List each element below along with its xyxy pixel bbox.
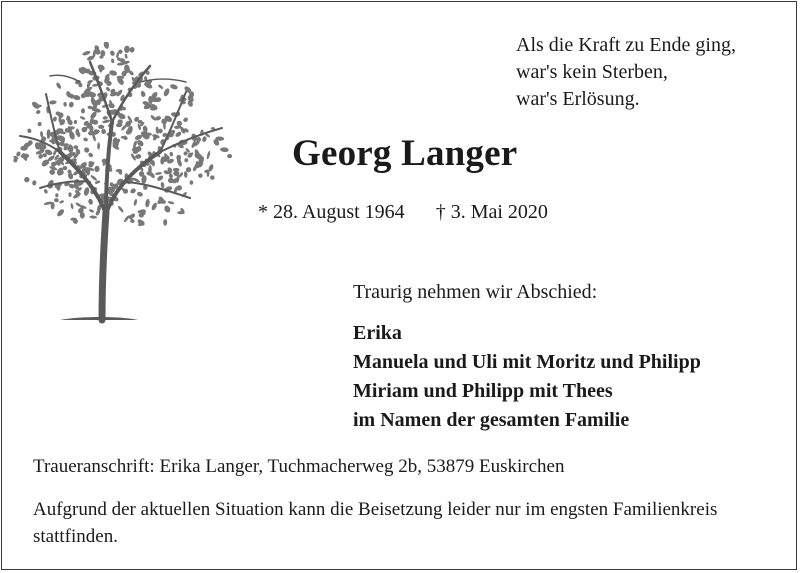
obituary-notice bbox=[1, 1, 797, 570]
mourning-address: Traueranschrift: Erika Langer, Tuchmacherweg 2b, 53879 Euskirchen bbox=[33, 456, 565, 477]
birth-date: * 28. August 1964 bbox=[258, 201, 405, 223]
mourner-line: Miriam und Philipp mit Thees bbox=[353, 380, 613, 402]
mourner-line: im Namen der gesamten Familie bbox=[353, 409, 630, 431]
poem-line: Als die Kraft zu Ende ging, bbox=[516, 34, 736, 56]
poem bbox=[516, 32, 736, 113]
funeral-notice: Aufgrund der aktuellen Situation kann die Beisetzung leider nur im engsten Familienkreis stattfinden. bbox=[33, 499, 718, 547]
life-dates bbox=[258, 201, 548, 224]
mourner-line: Manuela und Uli mit Moritz und Philipp bbox=[353, 351, 701, 373]
death-date: † 3. Mai 2020 bbox=[435, 201, 548, 223]
poem-line: war's Erlösung. bbox=[516, 88, 640, 110]
deceased-name: Georg Langer bbox=[292, 133, 518, 174]
mourning-intro: Traurig nehmen wir Abschied: bbox=[353, 281, 598, 303]
mourner-line: Erika bbox=[353, 322, 402, 344]
mourners-list bbox=[353, 319, 701, 435]
poem-line: war's kein Sterben, bbox=[516, 61, 668, 83]
tree-icon bbox=[10, 42, 240, 327]
